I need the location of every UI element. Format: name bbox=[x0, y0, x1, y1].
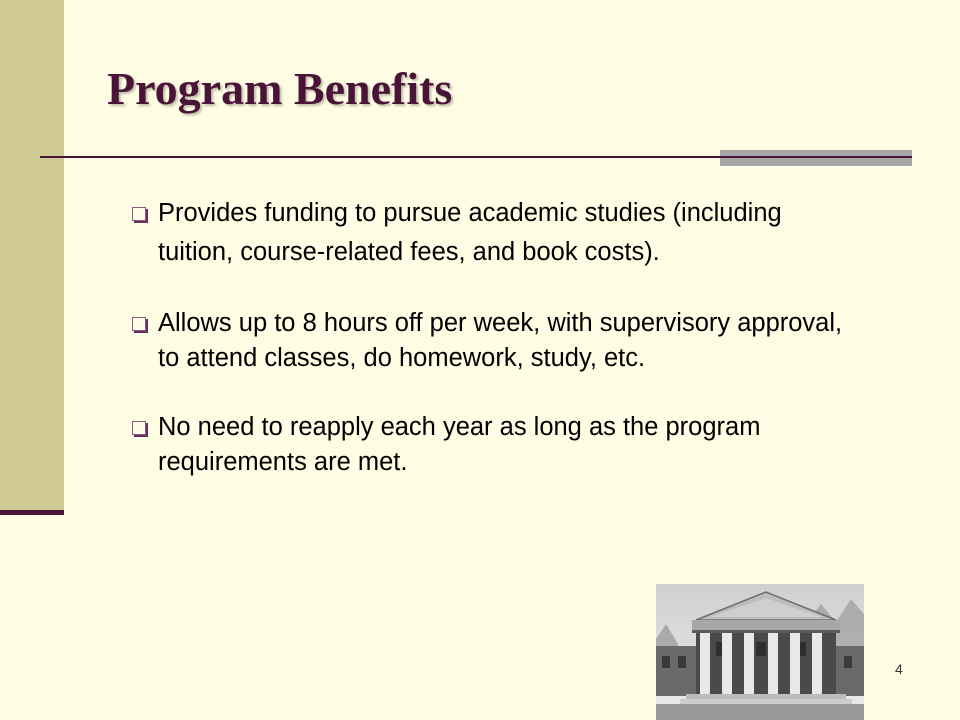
bullet-item bbox=[130, 194, 850, 272]
columned-building-image bbox=[656, 584, 864, 720]
bullet-text: Provides funding to pursue academic studies (including tuition, course-related fees, and book costs). bbox=[158, 199, 782, 266]
title-divider-accent bbox=[720, 150, 912, 166]
square-bullet-icon bbox=[132, 317, 146, 331]
left-decorative-band bbox=[0, 0, 64, 512]
slide-title: Program Benefits bbox=[107, 63, 453, 114]
page-number: 4 bbox=[895, 661, 903, 677]
bullet-item bbox=[130, 410, 850, 480]
square-bullet-icon bbox=[132, 421, 146, 435]
bullet-text: No need to reapply each year as long as the program requirements are met. bbox=[158, 413, 761, 476]
bullet-item bbox=[130, 306, 850, 376]
square-bullet-icon bbox=[132, 207, 146, 221]
left-accent-bar bbox=[0, 510, 64, 515]
bullet-list bbox=[130, 194, 850, 480]
bullet-text: Allows up to 8 hours off per week, with supervisory approval, to attend classes, do homework, study, etc. bbox=[158, 309, 843, 372]
building-photo bbox=[656, 584, 864, 720]
